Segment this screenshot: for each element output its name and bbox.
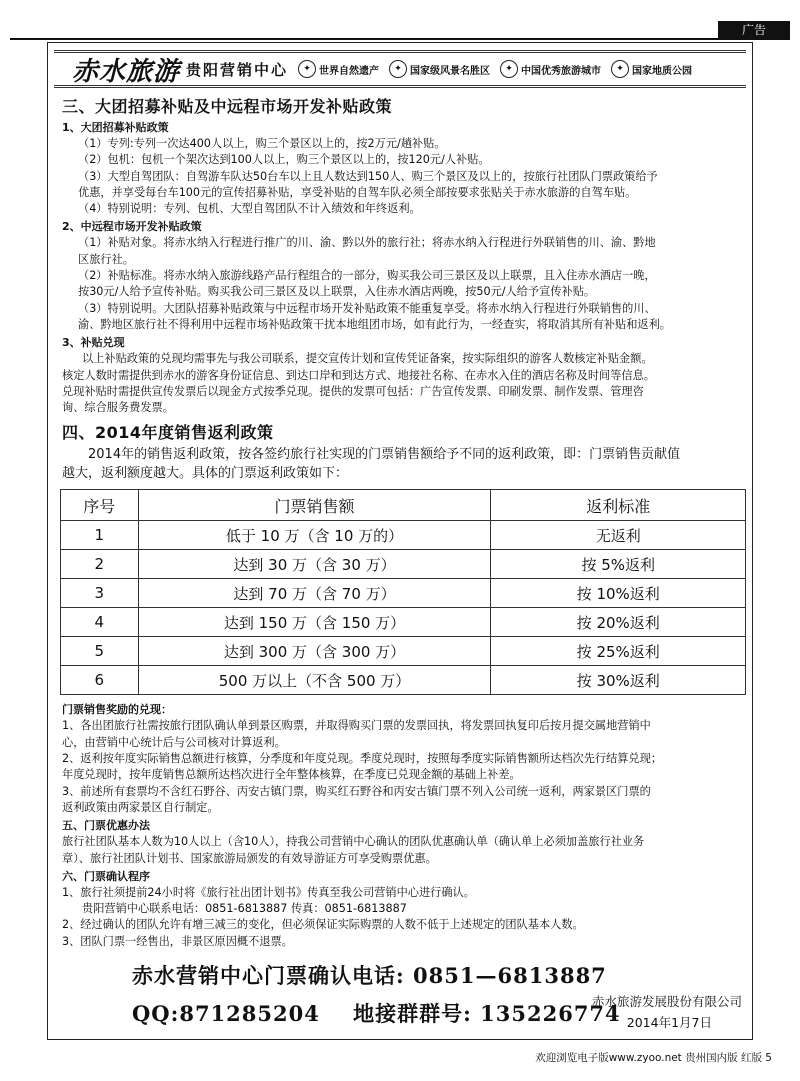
badge-tourism-city: ✦ 中国优秀旅游城市: [500, 60, 601, 78]
paragraph: 返利政策由两家景区自行制定。: [62, 800, 219, 814]
header-banner: [54, 50, 746, 88]
advertisement-tag: 广告: [718, 21, 790, 39]
badge-scenic-area: ✦ 国家级风景名胜区: [389, 60, 490, 78]
table-cell: 按 30%返利: [491, 666, 746, 695]
hotline-qq: QQ:871285204 地接群群号: 135226774: [132, 1001, 621, 1027]
table-cell: 达到 70 万（含 70 万）: [138, 579, 491, 608]
publish-date: 2014年1月7日: [626, 1015, 712, 1030]
column-header: 序号: [61, 490, 139, 521]
table-cell: 按 10%返利: [491, 579, 746, 608]
table-cell: 达到 300 万（含 300 万）: [138, 637, 491, 666]
emblem-icon: ✦: [298, 60, 316, 78]
table-cell: 低于 10 万（含 10 万的）: [138, 521, 491, 550]
table-row: [61, 579, 746, 608]
section-4-intro: 2014年的销售返利政策，按各签约旅行社实现的门票销售额给予不同的返利政策，即：门票销售贡献值: [88, 447, 681, 463]
table-cell: 无返利: [491, 521, 746, 550]
section-6-title: 六、门票确认程序: [62, 869, 150, 883]
paragraph: 3、团队门票一经售出，非景区原因概不退票。: [62, 934, 293, 948]
paragraph: 心，由营销中心统计后与公司核对计算返利。: [62, 735, 286, 749]
company-name: 赤水旅游发展股份有限公司: [591, 994, 742, 1009]
paragraph: 1、旅行社须提前24小时将《旅行社出团计划书》传真至我公司营销中心进行确认。: [62, 885, 475, 899]
table-cell: 5: [61, 637, 139, 666]
paragraph: 3、前述所有套票均不含红石野谷、丙安古镇门票，购买红石野谷和丙安古镇门票不列入公司统一返利，两家景区门票的: [62, 784, 651, 798]
paragraph: 1、各出团旅行社需按旅行团队确认单到景区购票，并取得购买门票的发票回执，将发票回执复印后按月提交属地营销中: [62, 719, 651, 733]
table-cell: 按 5%返利: [491, 550, 746, 579]
page-footer: 欢迎浏览电子版www.zyoo.net 贵州国内版 红版 5: [535, 1052, 772, 1064]
emblem-icon: ✦: [611, 60, 629, 78]
paragraph: 优惠，并享受每台车100元的宣传招募补贴，享受补贴的自驾车队必须全部按要求张贴关于赤水旅游的自驾车贴。: [78, 185, 637, 199]
paragraph: （4）特别说明：专列、包机、大型自驾团队不计入绩效和年终返利。: [78, 202, 421, 216]
paragraph: 询、综合服务费发票。: [62, 401, 174, 415]
paragraph: （3）大型自驾团队：自驾游车队达50台车以上且人数达到150人、购三个景区及以上的，按旅行社团队门票政策给予: [78, 169, 658, 183]
section-3-sub2: 2、中远程市场开发补贴政策: [62, 220, 202, 234]
column-header: 返利标准: [491, 490, 746, 521]
table-cell: 达到 150 万（含 150 万）: [138, 608, 491, 637]
table-cell: 1: [61, 521, 139, 550]
emblem-icon: ✦: [389, 60, 407, 78]
section-3-sub1: 1、大团招募补贴政策: [62, 121, 169, 134]
paragraph: 旅行社团队基本人数为10人以上（含10人），持我公司营销中心确认的团队优惠确认单（确认单上必须加盖旅行社业务: [62, 835, 645, 849]
paragraph: （2）补贴标准。将赤水纳入旅游线路产品行程组合的一部分，购买我公司三景区及以上联票，且入住赤水酒店一晚，: [78, 269, 656, 283]
paragraph: 区旅行社。: [78, 252, 134, 266]
table-row: [61, 521, 746, 550]
reward-title: 门票销售奖励的兑现：: [62, 703, 172, 717]
section-3-title: 三、大团招募补贴及中远程市场开发补贴政策: [62, 97, 393, 116]
table-row: [61, 608, 746, 637]
table-cell: 按 20%返利: [491, 608, 746, 637]
table-cell: 达到 30 万（含 30 万）: [138, 550, 491, 579]
paragraph: 章）、旅行社团队计划书、国家旅游局颁发的有效导游证方可享受购票优惠。: [62, 851, 437, 865]
hotline-phone: 赤水营销中心门票确认电话: 0851—6813887: [132, 963, 607, 989]
contact-phone: 贵阳营销中心联系电话：0851-6813887 传真：0851-6813887: [82, 902, 407, 916]
article-body: [62, 92, 744, 1028]
brand-subtitle: 贵阳营销中心: [186, 60, 289, 79]
paragraph: 年度兑现时，按年度销售总额所达档次进行全年整体核算，在季度已兑现金额的基础上补差。: [62, 768, 521, 782]
table-cell: 2: [61, 550, 139, 579]
paragraph: 2、返利按年度实际销售总额进行核算，分季度和年度兑现。季度兑现时，按照每季度实际销售额所达档次先行结算兑现；: [62, 752, 663, 766]
brand-logo-text: 赤水旅游: [72, 56, 181, 87]
rebate-table: [60, 489, 746, 695]
top-rule: [10, 38, 790, 40]
table-row: [61, 550, 746, 579]
paragraph: 兑现补贴时需提供宣传发票后以现金方式按季兑现。提供的发票可包括：广告宣传发票、印刷发票、制作发票、管理咨: [62, 384, 644, 398]
paragraph: 渝、黔地区旅行社不得利用中远程市场补贴政策干扰本地组团市场，如有此行为，一经查实，将取消其所有补贴和返利。: [78, 317, 671, 331]
table-cell: 500 万以上（不含 500 万）: [138, 666, 491, 695]
paragraph: （3）特别说明。大团队招募补贴政策与中远程市场开发补贴政策不能重复享受。将赤水纳入行程进行外联销售的川、: [78, 301, 656, 315]
column-header: 门票销售额: [138, 490, 491, 521]
paragraph: （2）包机：包机一个架次达到100人以上，购三个景区以上的，按120元/人补贴。: [78, 153, 490, 167]
section-4-title: 四、2014年度销售返利政策: [62, 423, 274, 443]
paragraph: （1）补贴对象。将赤水纳入行程进行推广的川、渝、黔以外的旅行社；将赤水纳入行程进行外联销售的川、渝、黔地: [78, 236, 656, 250]
paragraph: 2、经过确认的团队允许有增三减三的变化，但必须保证实际购票的人数不低于上述规定的团队基本人数。: [62, 918, 584, 932]
section-3-sub3: 3、补贴兑现: [62, 336, 125, 350]
table-header-row: [61, 490, 746, 521]
table-row: [61, 666, 746, 695]
table-cell: 6: [61, 666, 139, 695]
section-5-title: 五、门票优惠办法: [62, 819, 150, 833]
paragraph: 核定人数时需提供到赤水的游客身份证信息、到达口岸和到达方式、地接社名称、在赤水入住的酒店名称及时间等信息。: [62, 368, 655, 382]
table-cell: 按 25%返利: [491, 637, 746, 666]
emblem-icon: ✦: [500, 60, 518, 78]
paragraph: （1）专列:专列一次达400人以上，购三个景区以上的，按2万元/趟补贴。: [78, 137, 446, 150]
section-4-intro-cont: 越大，返利额度越大。具体的门票返利政策如下：: [62, 466, 349, 482]
badge-geopark: ✦ 国家地质公园: [611, 60, 692, 78]
table-row: [61, 637, 746, 666]
paragraph: 按30元/人给予宣传补贴。购买我公司三景区及以上联票，入住赤水酒店两晚，按50元/人给予宣传补贴。: [78, 285, 596, 299]
table-cell: 4: [61, 608, 139, 637]
badge-world-heritage: ✦ 世界自然遗产: [298, 60, 379, 78]
paragraph: 以上补贴政策的兑现均需事先与我公司联系，提交宣传计划和宣传凭证备案，按实际组织的游客人数核定补贴金额。: [82, 352, 653, 366]
table-cell: 3: [61, 579, 139, 608]
